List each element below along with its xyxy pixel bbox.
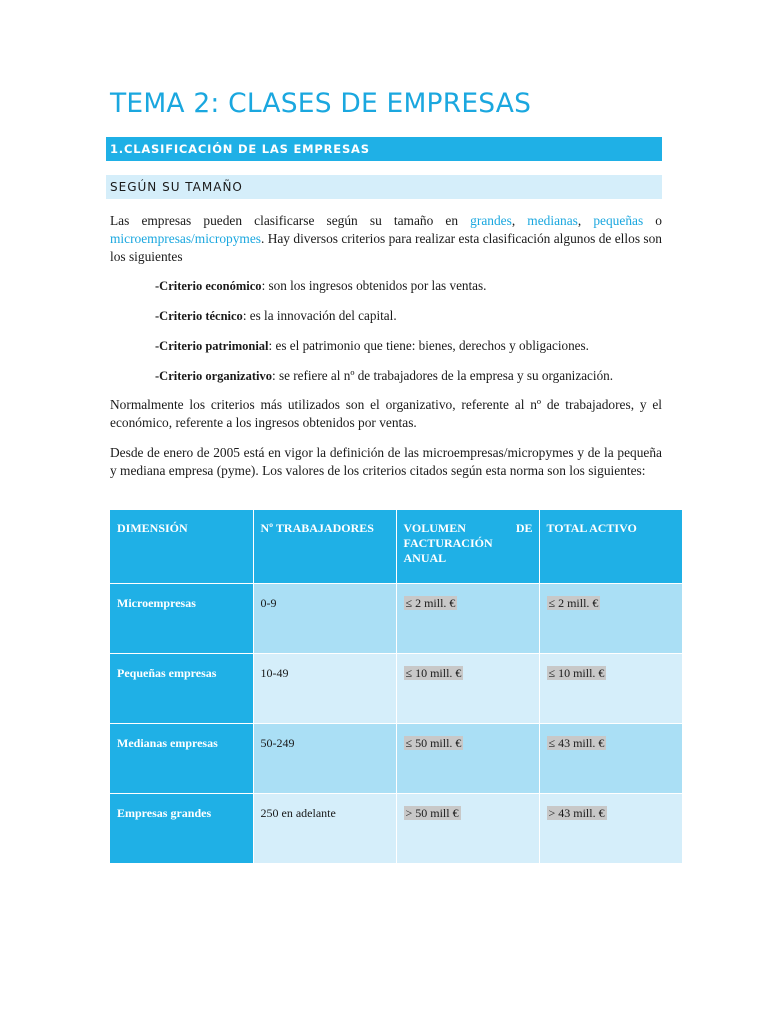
highlighted-value: ≤ 50 mill. € (405, 735, 462, 750)
intro-text: Las empresas pueden clasificarse según su tamaño en (110, 213, 471, 228)
separator: o (643, 213, 662, 228)
criterion-text: : se refiere al nº de trabajadores de la empresa y su organización. (271, 368, 614, 383)
highlighted-value: > 50 mill € (405, 805, 459, 820)
header-facturacion: VOLUMEN DE FACTURACIÓN ANUAL (396, 510, 539, 583)
criterion-text: : es la innovación del capital. (242, 308, 397, 323)
highlighted-value: ≤ 2 mill. € (548, 595, 599, 610)
cell-activo (539, 793, 682, 863)
criterion-text: : es el patrimonio que tiene: bienes, derechos y obligaciones. (268, 338, 589, 353)
link-grandes[interactable]: grandes (470, 213, 512, 228)
highlighted-value: ≤ 43 mill. € (548, 735, 605, 750)
intro-paragraph (110, 212, 662, 266)
cell-activo (539, 723, 682, 793)
criterion-economico (155, 278, 486, 294)
cell-trabajadores: 0-9 (253, 583, 396, 653)
paragraph-norma: Desde de enero de 2005 está en vigor la definición de las microempresas/micropymes y de la pequeña y mediana empresa (pyme). Los valores de los criterios citados según esta norma son los siguientes: (110, 445, 662, 478)
cell-facturacion (396, 723, 539, 793)
link-microempresas[interactable]: microempresas/micropymes (110, 231, 261, 246)
paragraph-criterios: Normalmente los criterios más utilizados son el organizativo, referente al nº de trabajadores, y el económico, referente a los ingresos obtenidos por ventas. (110, 397, 662, 430)
criterion-label: -Criterio técnico (155, 309, 243, 323)
link-pequenas[interactable]: pequeñas (593, 213, 644, 228)
cell-trabajadores: 10-49 (253, 653, 396, 723)
table-header-row (110, 510, 682, 583)
subsection-heading: SEGÚN SU TAMAÑO (106, 175, 662, 199)
cell-facturacion (396, 793, 539, 863)
criterion-label: -Criterio patrimonial (155, 339, 269, 353)
cell-dimension: Pequeñas empresas (110, 653, 253, 723)
highlighted-value: ≤ 10 mill. € (548, 665, 605, 680)
cell-trabajadores: 250 en adelante (253, 793, 396, 863)
criterion-tecnico (155, 308, 397, 324)
cell-activo (539, 653, 682, 723)
cell-facturacion (396, 653, 539, 723)
table-row (110, 793, 682, 863)
separator: , (577, 213, 594, 228)
criterion-label: -Criterio económico (155, 279, 262, 293)
header-dimension: DIMENSIÓN (110, 510, 253, 583)
cell-dimension: Medianas empresas (110, 723, 253, 793)
table-row (110, 583, 682, 653)
table-row (110, 653, 682, 723)
criterion-text: : son los ingresos obtenidos por las ventas. (261, 278, 487, 293)
size-criteria-table (110, 510, 683, 864)
link-medianas[interactable]: medianas (527, 213, 578, 228)
highlighted-value: > 43 mill. € (548, 805, 605, 820)
intro-text-end: . Hay diversos criterios para realizar esta clasificación algunos de ellos son los siguientes (110, 231, 662, 264)
table-row (110, 723, 682, 793)
cell-dimension: Microempresas (110, 583, 253, 653)
header-trabajadores: Nº TRABAJADORES (253, 510, 396, 583)
cell-activo (539, 583, 682, 653)
cell-trabajadores: 50-249 (253, 723, 396, 793)
page-title: TEMA 2: CLASES DE EMPRESAS (110, 88, 532, 119)
criterion-patrimonial (155, 338, 589, 354)
criterion-label: -Criterio organizativo (155, 369, 272, 383)
highlighted-value: ≤ 2 mill. € (405, 595, 456, 610)
highlighted-value: ≤ 10 mill. € (405, 665, 462, 680)
cell-facturacion (396, 583, 539, 653)
criterion-organizativo (155, 368, 613, 384)
header-activo: TOTAL ACTIVO (539, 510, 682, 583)
separator: , (511, 213, 528, 228)
cell-dimension: Empresas grandes (110, 793, 253, 863)
section-heading: 1.CLASIFICACIÓN DE LAS EMPRESAS (106, 137, 662, 161)
